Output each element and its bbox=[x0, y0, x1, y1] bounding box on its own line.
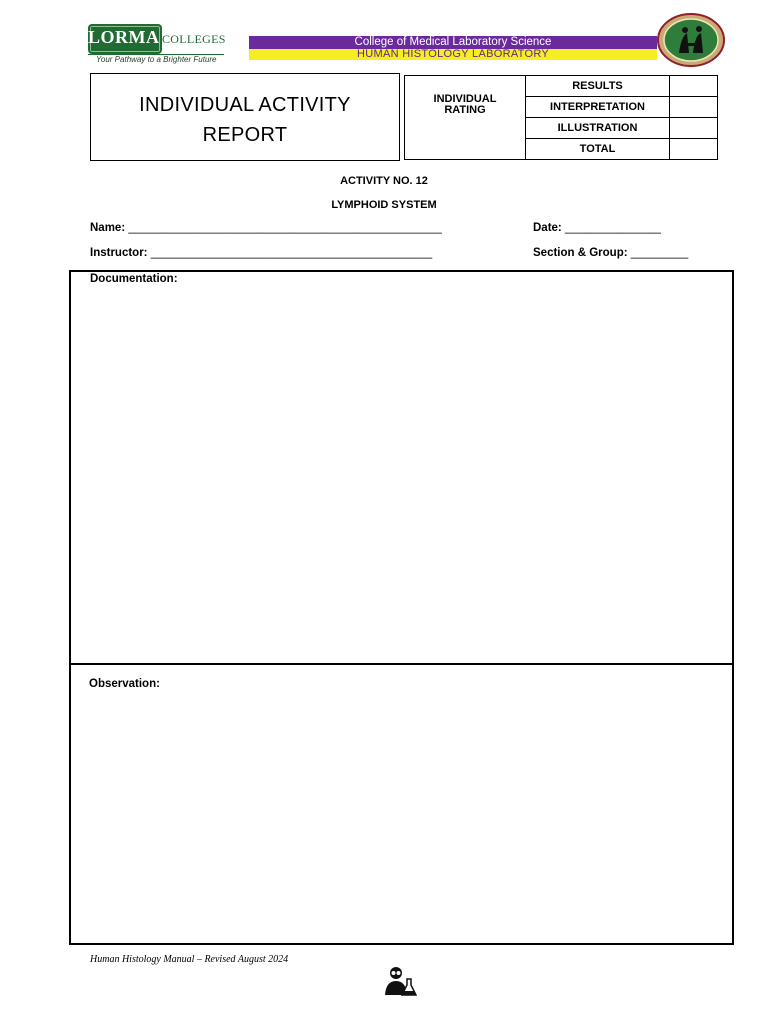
rating-score-cell[interactable] bbox=[670, 76, 718, 97]
rating-row bbox=[405, 76, 718, 97]
rating-score-cell[interactable] bbox=[670, 139, 718, 160]
lorma-logo bbox=[88, 24, 248, 68]
rating-label-line-2: RATING bbox=[444, 104, 486, 116]
date-field[interactable] bbox=[533, 222, 661, 234]
lab-banner: HUMAN HISTOLOGY LABORATORY bbox=[249, 49, 657, 60]
activity-topic: LYMPHOID SYSTEM bbox=[331, 199, 437, 211]
date-label: Date: bbox=[533, 222, 562, 234]
section-group-label: Section & Group: bbox=[533, 247, 628, 259]
instructor-label: Instructor: bbox=[90, 247, 148, 259]
name-label: Name: bbox=[90, 222, 126, 234]
rating-label bbox=[405, 76, 526, 160]
observation-box[interactable] bbox=[69, 663, 734, 945]
logo-tagline: Your Pathway to a Brighter Future bbox=[96, 55, 217, 64]
report-title-line-1: INDIVIDUAL ACTIVITY bbox=[139, 94, 351, 116]
logo-brand: LORMA bbox=[88, 27, 160, 47]
rating-score-cell[interactable] bbox=[670, 97, 718, 118]
rating-table bbox=[404, 75, 718, 160]
report-title-box bbox=[90, 73, 400, 161]
activity-number: ACTIVITY NO. 12 bbox=[340, 175, 428, 187]
college-banner: College of Medical Laboratory Science bbox=[249, 36, 657, 49]
section-group-line[interactable]: _________ bbox=[630, 247, 689, 259]
logo-colleges: COLLEGES bbox=[162, 32, 226, 46]
name-field[interactable] bbox=[90, 222, 442, 234]
rating-criterion: TOTAL bbox=[526, 139, 670, 160]
rating-criterion: RESULTS bbox=[526, 76, 670, 97]
date-line[interactable]: _______________ bbox=[564, 222, 661, 234]
name-line[interactable]: _________________________________________________ bbox=[128, 222, 442, 234]
documentation-label: Documentation: bbox=[90, 273, 178, 285]
rating-criterion: INTERPRETATION bbox=[526, 97, 670, 118]
report-title-line-2: REPORT bbox=[202, 124, 288, 146]
footer-text: Human Histology Manual – Revised August 2024 bbox=[90, 954, 289, 965]
rating-label-line-1: INDIVIDUAL bbox=[433, 93, 497, 105]
rating-score-cell[interactable] bbox=[670, 118, 718, 139]
rating-criterion: ILLUSTRATION bbox=[526, 118, 670, 139]
instructor-line[interactable]: ____________________________________________ bbox=[150, 247, 433, 259]
observation-label: Observation: bbox=[89, 678, 160, 690]
instructor-field[interactable] bbox=[90, 247, 432, 259]
scientist-flask-icon bbox=[383, 965, 417, 997]
documentation-box[interactable] bbox=[69, 270, 734, 664]
section-group-field[interactable] bbox=[533, 247, 688, 259]
college-seal-icon bbox=[657, 13, 725, 67]
